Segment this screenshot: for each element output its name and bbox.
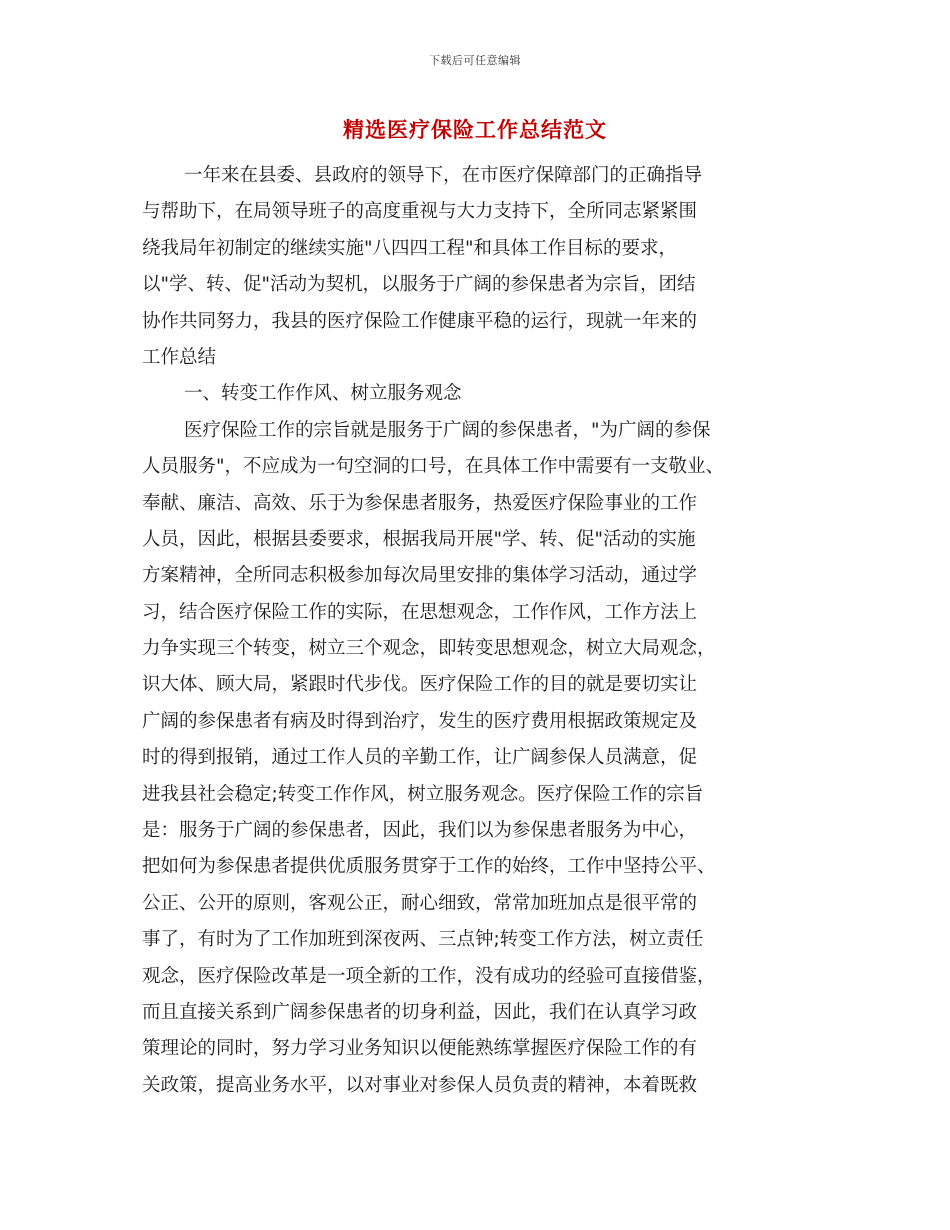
document-title: 精选医疗保险工作总结范文	[343, 118, 607, 142]
text-line: 与帮助下，在局领导班子的高度重视与大力支持下，全所同志紧紧围	[142, 201, 698, 223]
text-line: 方案精神，全所同志积极参加每次局里安排的集体学习活动，通过学	[142, 565, 698, 587]
text-line: 是：服务于广阔的参保患者，因此，我们以为参保患者服务为中心，	[142, 820, 698, 842]
text-line: 力争实现三个转变，树立三个观念，即转变思想观念，树立大局观念，	[142, 638, 716, 660]
text-line: 时的得到报销，通过工作人员的辛勤工作，让广阔参保人员满意，促	[142, 747, 698, 769]
text-line: 绕我局年初制定的继续实施"八四四工程"和具体工作目标的要求，	[142, 237, 678, 259]
text-line: 奉献、廉洁、高效、乐于为参保患者服务，热爱医疗保险事业的工作	[142, 492, 698, 514]
text-line: 习，结合医疗保险工作的实际，在思想观念，工作作风，工作方法上	[142, 601, 698, 623]
text-line: 人员，因此，根据县委要求，根据我局开展"学、转、促"活动的实施	[142, 528, 696, 550]
text-line: 识大体、顾大局，紧跟时代步伐。医疗保险工作的目的就是要切实让	[142, 674, 698, 696]
text-line: 广阔的参保患者有病及时得到治疗，发生的医疗费用根据政策规定及	[142, 710, 698, 732]
text-line: 观念，医疗保险改革是一项全新的工作，没有成功的经验可直接借鉴，	[142, 965, 716, 987]
text-line: 人员服务"，不应成为一句空洞的口号，在具体工作中需要有一支敬业、	[142, 456, 725, 478]
text-line: 一年来在县委、县政府的领导下，在市医疗保障部门的正确指导	[184, 165, 703, 186]
text-line: 以"学、转、促"活动为契机，以服务于广阔的参保患者为宗旨，团结	[142, 274, 696, 296]
text-line: 把如何为参保患者提供优质服务贯穿于工作的始终，工作中坚持公平、	[142, 856, 716, 878]
text-line: 关政策，提高业务水平，以对事业对参保人员负责的精神，本着既救	[142, 1074, 698, 1096]
text-line: 事了，有时为了工作加班到深夜两、三点钟;转变工作方法，树立责任	[142, 929, 704, 951]
text-line: 进我县社会稳定;转变工作作风，树立服务观念。医疗保险工作的宗旨	[142, 783, 704, 805]
text-line: 协作共同努力，我县的医疗保险工作健康平稳的运行，现就一年来的	[142, 310, 698, 332]
text-line: 策理论的同时，努力学习业务知识以便能熟练掌握医疗保险工作的有	[142, 1038, 698, 1060]
header-note: 下载后可任意编辑	[429, 54, 521, 67]
text-line: 一、转变工作作风、树立服务观念	[184, 383, 462, 405]
text-line: 而且直接关系到广阔参保患者的切身利益，因此，我们在认真学习政	[142, 1001, 698, 1023]
text-line: 医疗保险工作的宗旨就是服务于广阔的参保患者，"为广阔的参保	[184, 419, 711, 441]
document-body	[142, 158, 832, 1104]
text-line: 公正、公开的原则，客观公正，耐心细致，常常加班加点是很平常的	[142, 892, 698, 914]
text-line: 工作总结	[142, 346, 217, 368]
